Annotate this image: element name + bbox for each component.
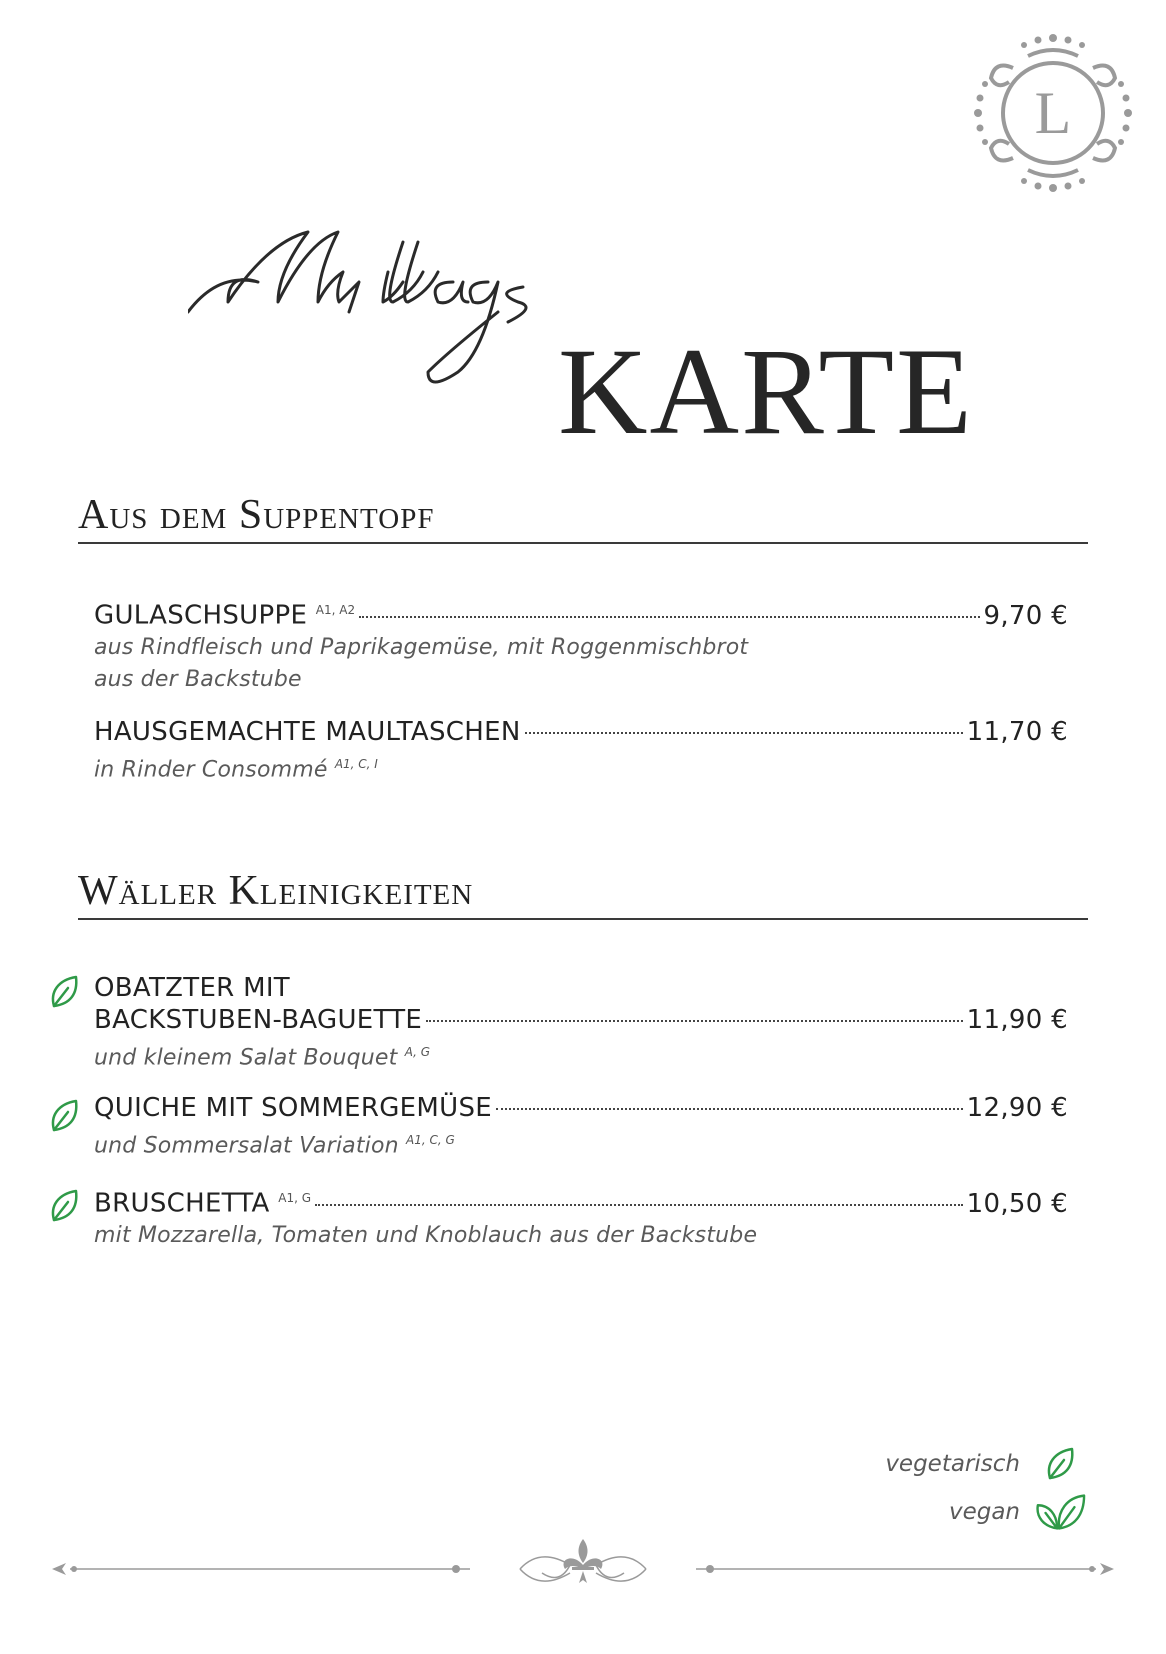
item-description-line: und Sommersalat Variation	[94, 1133, 399, 1159]
section-heading-snacks	[78, 870, 1088, 922]
item-name: HAUSGEMACHTE MAULTASCHEN	[94, 717, 521, 747]
item-description-line: und kleinem Salat Bouquet	[94, 1045, 398, 1071]
double-leaf-icon	[1034, 1490, 1086, 1534]
item-name: BRUSCHETTA	[94, 1188, 270, 1219]
monogram-logo	[968, 28, 1138, 198]
dot-leader	[496, 1108, 963, 1110]
dot-leader	[426, 1020, 962, 1022]
dot-leader	[359, 616, 979, 618]
item-description-line: aus der Backstube	[94, 666, 302, 692]
legend-label: vegetarisch	[885, 1451, 1020, 1477]
item-price: 9,70 €	[983, 600, 1068, 631]
menu-item-gulaschsuppe	[94, 594, 1068, 696]
dot-leader	[525, 732, 963, 734]
legend-vegan	[826, 1488, 1086, 1536]
item-description-line: aus Rindfleisch und Paprikagemüse, mit Roggenmischbrot	[94, 634, 749, 660]
item-description-line: in Rinder Consommé	[94, 757, 328, 783]
dot-leader	[315, 1204, 963, 1206]
item-price: 11,90 €	[966, 1005, 1068, 1035]
item-description-line: mit Mozzarella, Tomaten und Knoblauch aus der Backstube	[94, 1222, 758, 1248]
menu-item-bruschetta	[94, 1182, 1068, 1252]
diet-legend	[826, 1440, 1086, 1536]
bottom-ornament	[50, 1535, 1116, 1595]
legend-vegetarian	[826, 1440, 1086, 1488]
single-leaf-icon	[1034, 1442, 1086, 1486]
ornamental-frame-icon	[968, 28, 1138, 198]
menu-item-maultaschen	[94, 716, 1068, 786]
heading-divider	[78, 542, 1088, 544]
vegetarian-leaf-icon	[48, 1188, 80, 1224]
menu-item-quiche	[94, 1092, 1068, 1162]
item-allergens: A1, G	[278, 1191, 312, 1205]
item-price: 10,50 €	[966, 1188, 1068, 1219]
item-price: 12,90 €	[966, 1093, 1068, 1123]
item-allergens: A1, A2	[315, 603, 356, 617]
section-heading-text: Aus dem Suppentopf	[78, 494, 440, 536]
vegetarian-leaf-icon	[48, 1098, 80, 1134]
item-allergens: A1, C, I	[334, 757, 378, 771]
item-price: 11,70 €	[966, 717, 1068, 747]
page-title: KARTE	[558, 323, 974, 460]
vegetarian-leaf-icon	[48, 974, 80, 1010]
section-heading-text: Wäller Kleinigkeiten	[78, 870, 479, 912]
item-name: QUICHE MIT SOMMERGEMÜSE	[94, 1093, 493, 1123]
legend-label: vegan	[948, 1499, 1020, 1525]
section-heading-soups	[78, 494, 1088, 546]
item-name: BACKSTUBEN-BAGUETTE	[94, 1005, 423, 1035]
item-allergens: A1, C, G	[405, 1133, 455, 1147]
logo-letter: L	[1034, 80, 1072, 146]
menu-item-obatzter	[94, 972, 1068, 1074]
item-allergens: A, G	[404, 1045, 431, 1059]
item-name-line: OBATZTER MIT	[94, 973, 290, 1003]
heading-divider	[78, 918, 1088, 920]
fleur-de-lis-divider-icon	[50, 1535, 1116, 1595]
item-name: GULASCHSUPPE	[94, 600, 308, 631]
